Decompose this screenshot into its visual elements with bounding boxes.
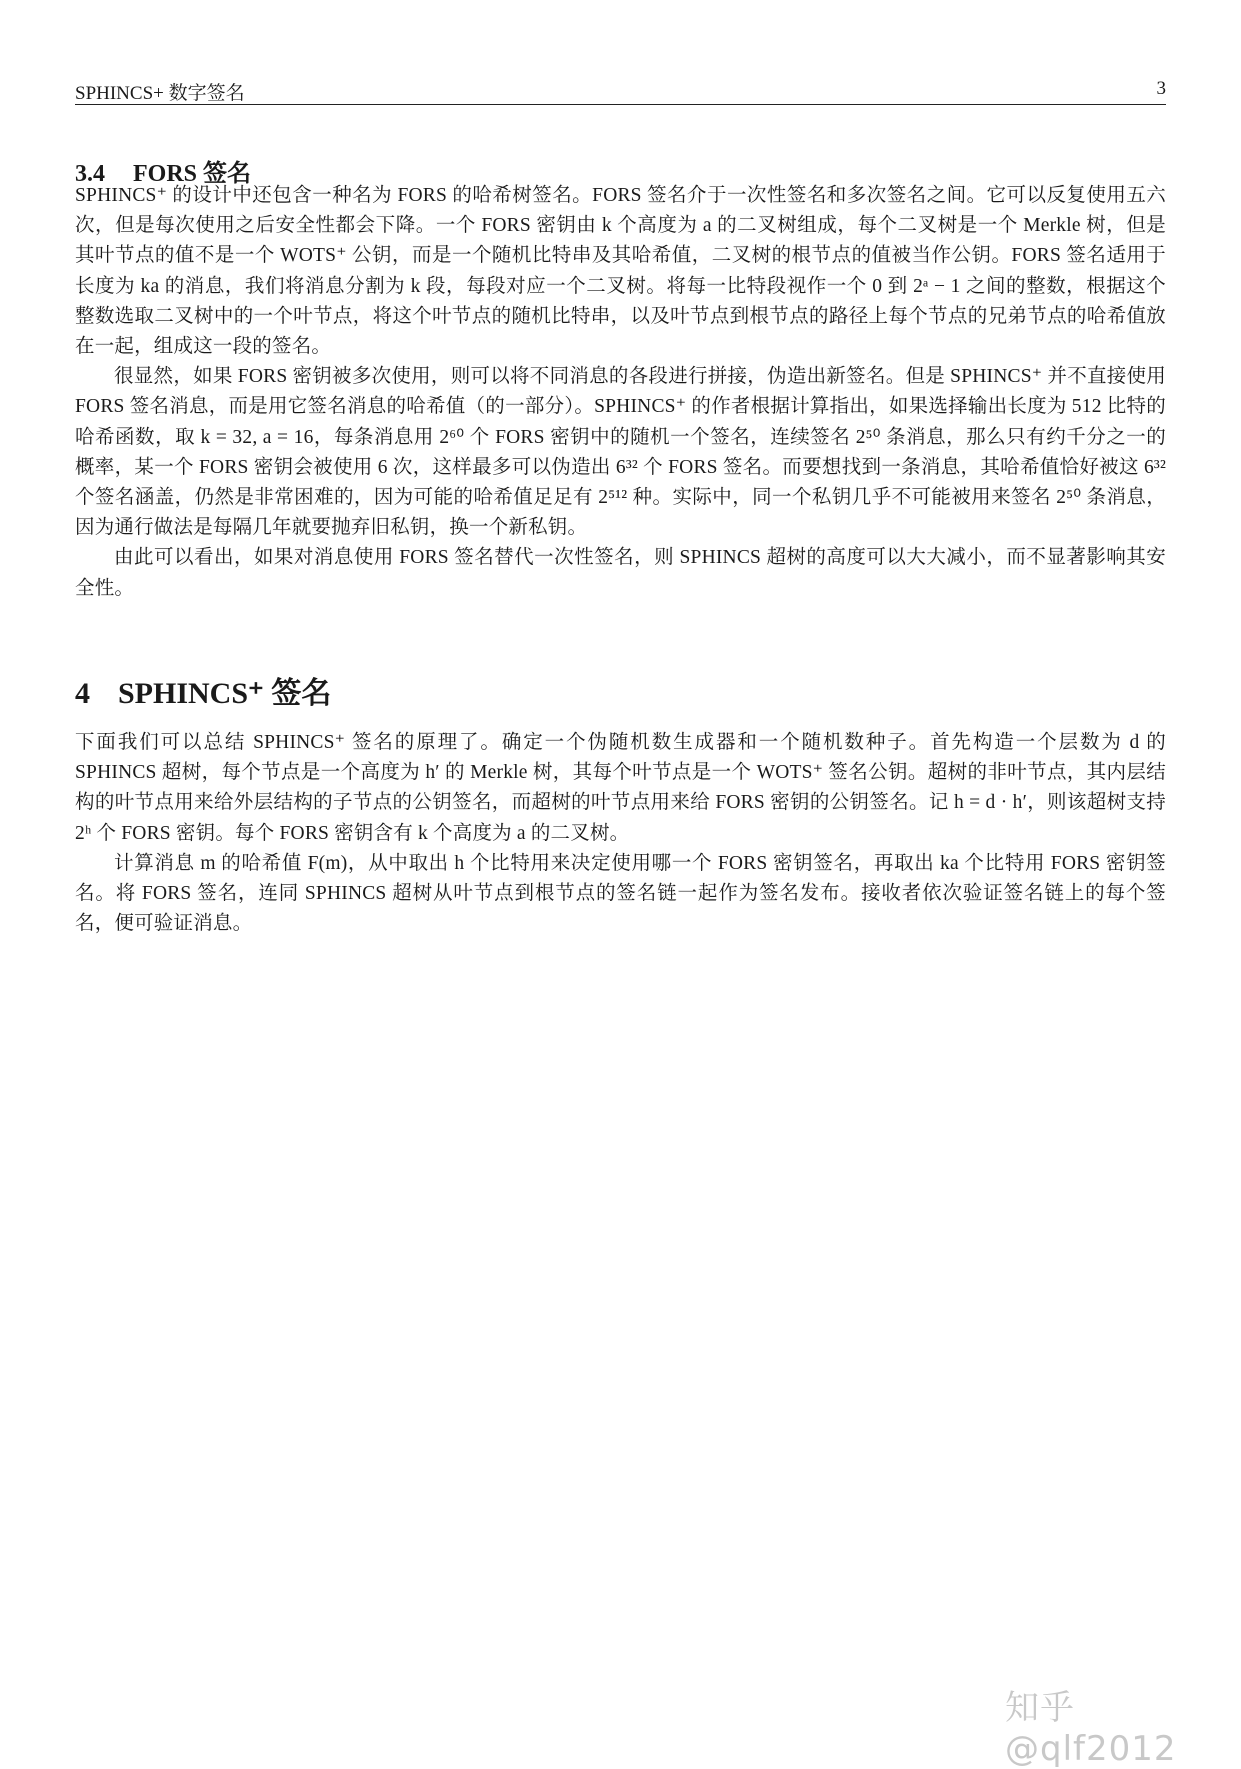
paragraph: 计算消息 m 的哈希值 F(m)，从中取出 h 个比特用来决定使用哪一个 FORS 密钥签名，再取出 ka 个比特用 FORS 密钥签名。将 FORS 签名，连同 SPHINCS 超树从叶节点到根节点的签名链一起作为签名发布。接收者依次验证签名链上的每个签名，便可验证消息。 xyxy=(75,852,1166,935)
paragraph: 很显然，如果 FORS 密钥被多次使用，则可以将不同消息的各段进行拼接，伪造出新签名。但是 SPHINCS⁺ 并不直接使用 FORS 签名消息，而是用它签名消息的哈希值（的一部分）。SPHINCS⁺ 的作者根据计算指出，如果选择输出长度为 512 比特的哈希函数，取 k = 32, a = 16，每条消息用 2⁶⁰ 个 FORS 密钥中的随机一个签名，连续签名 2⁵⁰ 条消息，那么只有约千分之一的概率，某一个 FORS 密钥会被使用 6 次，这样最多可以伪造出 6³² 个 FORS 签名。而要想找到一条消息，其哈希值恰好被这 6³² 个签名涵盖，仍然是非常困难的，因为可能的哈希值足足有 2⁵¹² 种。实际中，同一个私钥几乎不可能被用来签名 2⁵⁰ 条消息，因为通行做法是每隔几年就要抛弃旧私钥，换一个新私钥。 xyxy=(75,366,1166,539)
running-header xyxy=(75,78,1166,105)
paragraph: 下面我们可以总结 SPHINCS⁺ 签名的原理了。确定一个伪随机数生成器和一个随机数种子。首先构造一个层数为 d 的 SPHINCS 超树，每个节点是一个高度为 h′ 的 Merkle 树，其每个叶节点是一个 WOTS⁺ 签名公钥。超树的非叶节点，其内层结构的叶节点用来给外层结构的子节点的公钥签名，而超树的叶节点用来给 FORS 密钥的公钥签名。记 h = d · h′，则该超树支持 2ʰ 个 FORS 密钥。每个 FORS 密钥含有 k 个高度为 a 的二叉树。 xyxy=(75,732,1166,844)
paragraph: SPHINCS⁺ 的设计中还包含一种名为 FORS 的哈希树签名。FORS 签名介于一次性签名和多次签名之间。它可以反复使用五六次，但是每次使用之后安全性都会下降。一个 FORS 密钥由 k 个高度为 a 的二叉树组成，每个二叉树是一个 Merkle 树，但是其叶节点的值不是一个 WOTS⁺ 公钥，而是一个随机比特串及其哈希值，二叉树的根节点的值被当作公钥。FORS 签名适用于长度为 ka 的消息，我们将消息分割为 k 段，每段对应一个二叉树。将每一比特段视作一个 0 到 2ᵃ − 1 之间的整数，根据这个整数选取二叉树中的一个叶节点，将这个叶节点的随机比特串，以及叶节点到根节点的路径上每个节点的兄弟节点的哈希值放在一起，组成这一段的签名。 xyxy=(75,185,1166,358)
watermark: 知乎 @qlf2012 xyxy=(1005,1688,1177,1769)
section-4-heading xyxy=(75,668,331,712)
section-number: 4 xyxy=(75,677,90,710)
running-header-title: SPHINCS+ 数字签名 xyxy=(75,83,245,104)
paragraph: 由此可以看出，如果对消息使用 FORS 签名替代一次性签名，则 SPHINCS 超树的高度可以大大减小，而不显著影响其安全性。 xyxy=(75,547,1166,599)
section-title: SPHINCS⁺ 签名 xyxy=(118,677,332,710)
section-number: 3.4 xyxy=(75,161,105,187)
section-title: FORS 签名 xyxy=(133,161,252,187)
section-3-4-body xyxy=(75,181,1166,604)
page-number: 3 xyxy=(1156,78,1166,99)
section-4-body xyxy=(75,728,1166,939)
